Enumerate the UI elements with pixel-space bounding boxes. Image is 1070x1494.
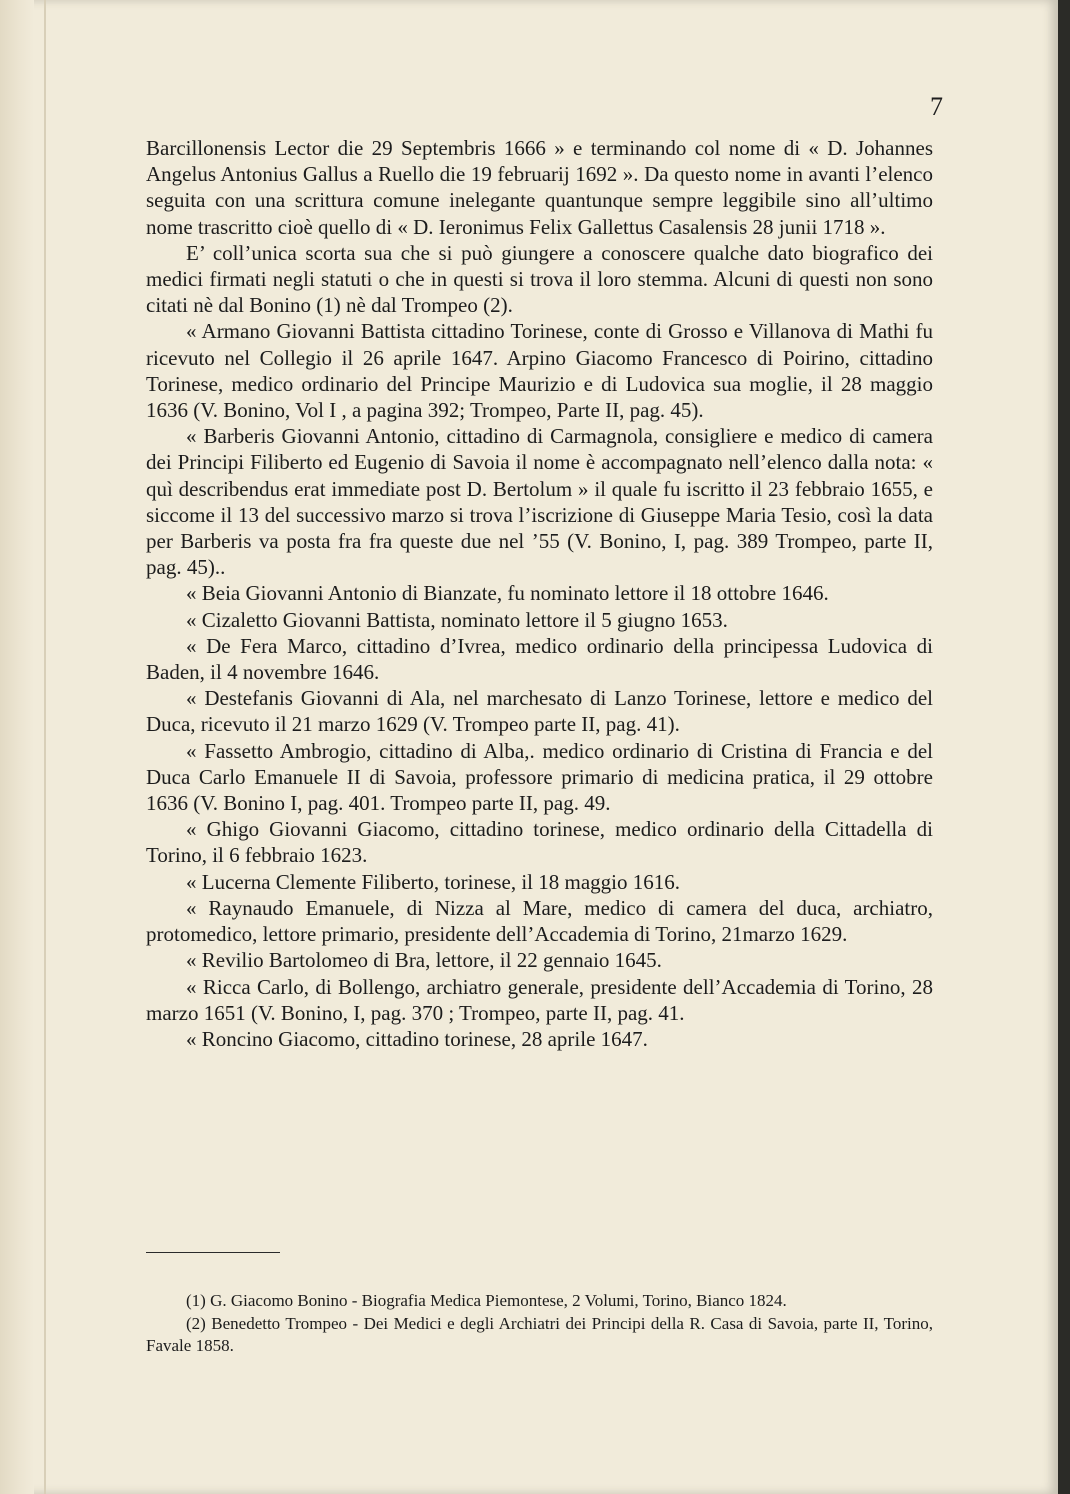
- paragraph: « Beia Giovanni Antonio di Bianzate, fu nominato lettore il 18 ottobre 1646.: [186, 581, 829, 606]
- paragraph: « Cizaletto Giovanni Battista, nominato lettore il 5 giugno 1653.: [186, 607, 728, 632]
- footnote: (1) G. Giacomo Bonino - Biografia Medica Piemontese, 2 Volumi, Torino, Bianco 1824.: [186, 1291, 787, 1310]
- footnote: (2) Benedetto Trompeo - Dei Medici e degli Archiatri dei Principi della R. Casa di Savoia, parte II, Torino, Favale 1858.: [146, 1313, 933, 1355]
- paragraph: « Destefanis Giovanni di Ala, nel marchesato di Lanzo Torinese, lettore e medico del Duca, ricevuto il 21 marzo 1629 (V. Trompeo parte II, pag. 41).: [146, 686, 933, 737]
- paragraph: « Armano Giovanni Battista cittadino Torinese, conte di Grosso e Villanova di Mathi fu ricevuto nel Collegio il 26 aprile 1647. Arpino Giacomo Francesco di Poirino, cittadino Torinese, medico ordinario del Principe Maurizio e di Ludovica sua moglie, il 28 maggio 1636 (V. Bonino, Vol I , a pagina 392; Trompeo, Parte II, pag. 45).: [146, 319, 933, 423]
- page-number: 7: [930, 92, 943, 121]
- paragraph: Barcillonensis Lector die 29 Septembris 1666 » e terminando col nome di « D. Johannes Angelus Antonius Gallus a Ruello die 19 februarij 1692 ». Da questo nome in avanti l’elenco seguita con una scrittura comune inelegante quantunque sempre leggibile sino all’ultimo nome trascritto cioè quello di « D. Ieronimus Felix Gallettus Casalensis 28 junii 1718 ».: [146, 136, 933, 239]
- paragraph: « Fassetto Ambrogio, cittadino di Alba,. medico ordinario di Cristina di Francia e del Duca Carlo Emanuele II di Savoia, professore primario di medicina pratica, il 29 ottobre 1636 (V. Bonino I, pag. 401. Trompeo parte II, pag. 49.: [146, 738, 933, 816]
- body-text: [146, 135, 933, 1052]
- paragraph: « Roncino Giacomo, cittadino torinese, 28 aprile 1647.: [186, 1026, 648, 1051]
- paragraph: « Barberis Giovanni Antonio, cittadino di Carmagnola, consigliere e medico di camera dei Principi Filiberto ed Eugenio di Savoia il nome è accompagnato nell’elenco dalla nota: « quì describendus erat immediate post D. Bertolum » il quale fu iscritto il 23 febbraio 1655, e siccome il 13 del successivo marzo si trova l’iscrizione di Giuseppe Maria Tesio, così la data per Barberis va posta fra fra queste due nel ’55 (V. Bonino, I, pag. 389 Trompeo, parte II, pag. 45)..: [146, 424, 933, 580]
- paragraph: « Raynaudo Emanuele, di Nizza al Mare, medico di camera del duca, archiatro, protomedico, lettore primario, presidente dell’Accademia di Torino, 21marzo 1629.: [146, 895, 933, 947]
- paragraph: « Revilio Bartolomeo di Bra, lettore, il 22 gennaio 1645.: [186, 948, 662, 973]
- footnote-divider: [146, 1252, 280, 1253]
- paragraph: « Lucerna Clemente Filiberto, torinese, il 18 maggio 1616.: [186, 869, 680, 894]
- paragraph: E’ coll’unica scorta sua che si può giungere a conoscere qualche dato biografico dei medici firmati negli statuti o che in questi si trova il loro stemma. Alcuni di questi non sono citati nè dal Bonino (1) nè dal Trompeo (2).: [146, 240, 933, 318]
- binding-line: [44, 0, 46, 1494]
- paragraph: « De Fera Marco, cittadino d’Ivrea, medico ordinario della principessa Ludovica di Baden, il 4 novembre 1646.: [146, 633, 933, 685]
- paragraph: « Ghigo Giovanni Giacomo, cittadino torinese, medico ordinario della Cittadella di Torino, il 6 febbraio 1623.: [146, 817, 933, 868]
- footnotes: [146, 1290, 933, 1358]
- page-binding-shadow: [0, 0, 34, 1494]
- paragraph: « Ricca Carlo, di Bollengo, archiatro generale, presidente dell’Accademia di Torino, 28 marzo 1651 (V. Bonino, I, pag. 370 ; Trompeo, parte II, pag. 41.: [146, 974, 933, 1025]
